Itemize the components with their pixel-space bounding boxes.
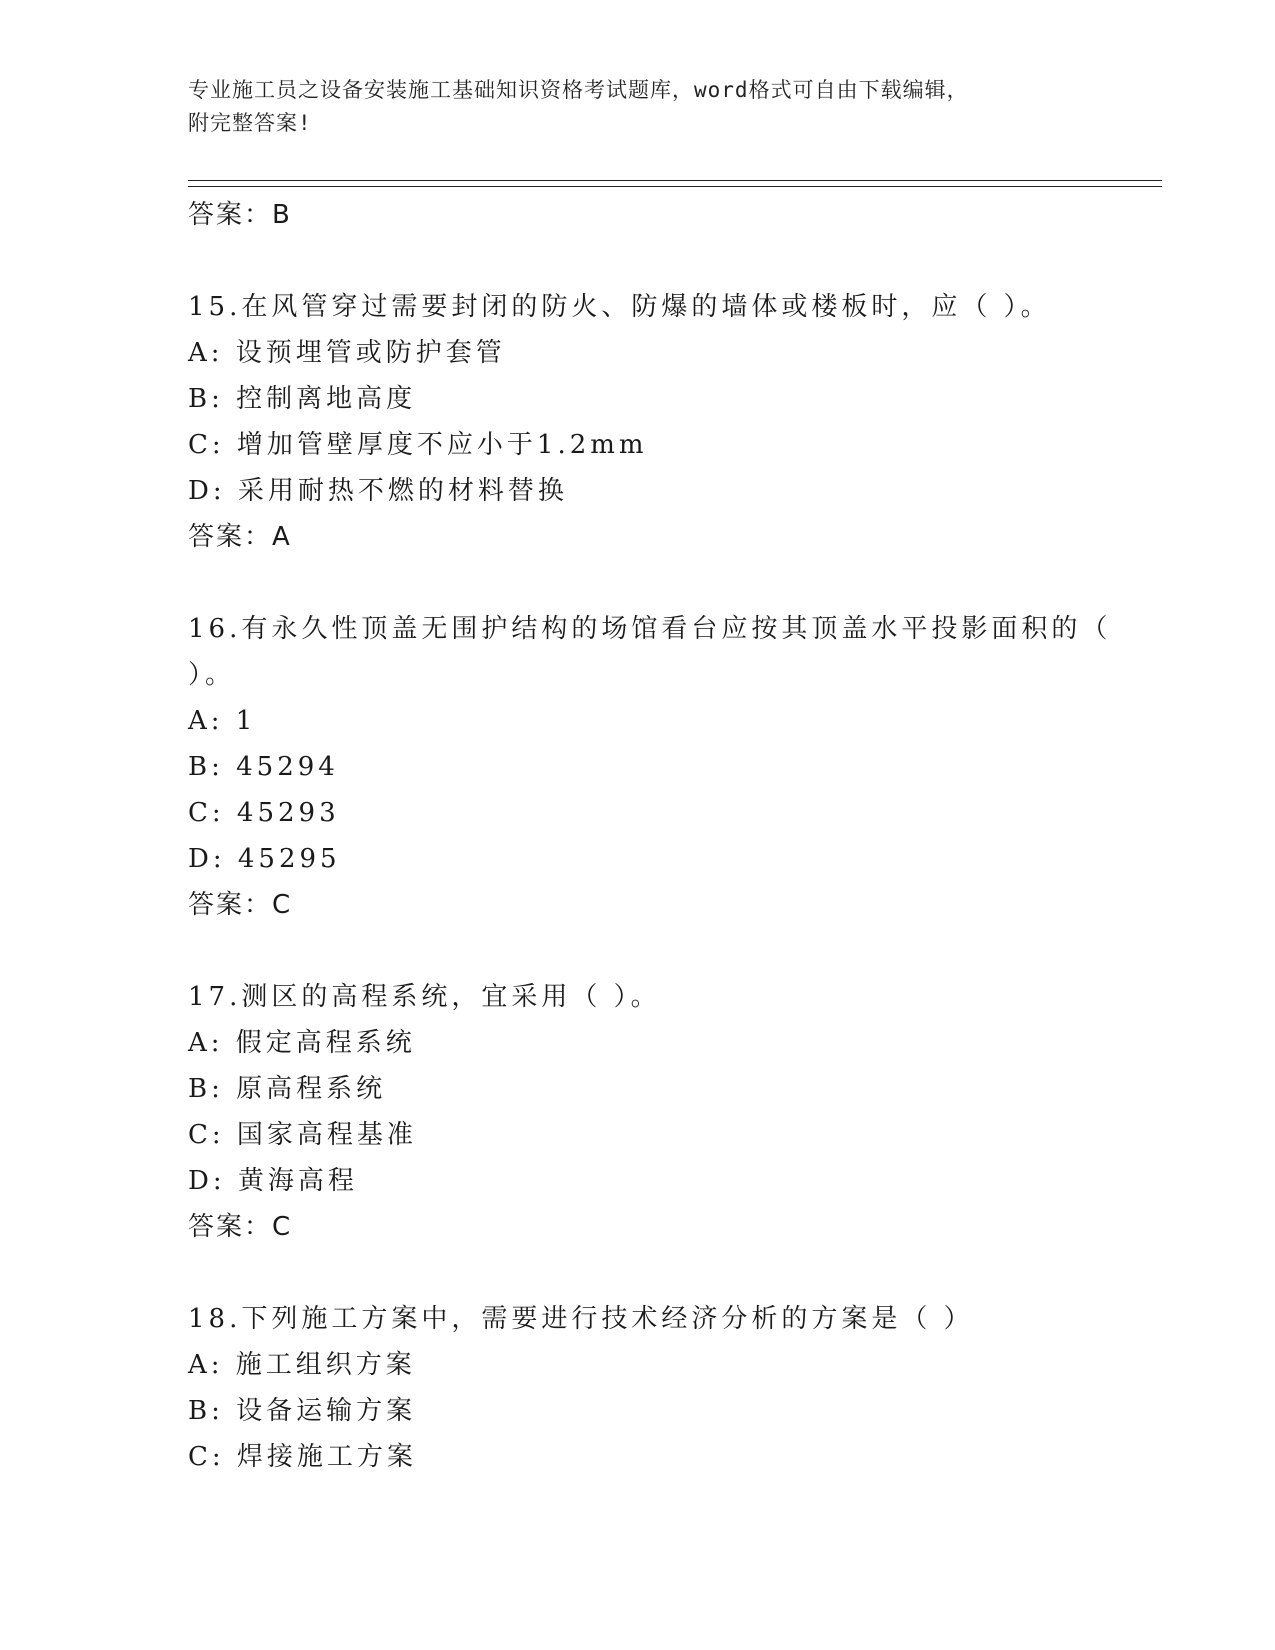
option-c: C: 45293 — [188, 798, 340, 828]
option-c: C: 焊接施工方案 — [188, 1442, 417, 1472]
option-b: B: 原高程系统 — [188, 1074, 387, 1104]
option-d: D: 采用耐热不燃的材料替换 — [188, 476, 568, 506]
answer-line: 答案：C — [188, 1212, 293, 1242]
question-stem: 18.下列施工方案中，需要进行技术经济分析的方案是（ ） — [188, 1304, 974, 1334]
answer-line: 答案：C — [188, 890, 293, 920]
header-divider-bottom — [188, 186, 1162, 187]
option-c: C: 增加管壁厚度不应小于1.2mm — [188, 430, 648, 460]
option-a: A: 假定高程系统 — [188, 1028, 416, 1058]
option-a: A: 1 — [188, 706, 257, 736]
spacer — [188, 928, 1088, 974]
document-header — [188, 74, 1088, 140]
question-stem: 17.测区的高程系统，宜采用（ ）。 — [188, 982, 661, 1012]
option-b: B: 45294 — [188, 752, 339, 782]
question-list — [188, 192, 1112, 1480]
spacer — [188, 1250, 1088, 1296]
option-d: D: 45295 — [188, 844, 341, 874]
question-16 — [188, 606, 1112, 928]
answer-line: 答案：A — [188, 522, 292, 552]
header-divider-top — [188, 180, 1162, 181]
question-18 — [188, 1296, 1088, 1480]
question-stem-continued: ）。 — [188, 660, 236, 690]
option-c: C: 国家高程基准 — [188, 1120, 417, 1150]
option-b: B: 控制离地高度 — [188, 384, 417, 414]
question-stem: 15.在风管穿过需要封闭的防火、防爆的墙体或楼板时，应（ ）。 — [188, 292, 1051, 322]
question-17 — [188, 974, 1088, 1250]
spacer — [188, 238, 1088, 284]
answer-line: 答案：B — [188, 200, 292, 230]
question-stem: 16.有永久性顶盖无围护结构的场馆看台应按其顶盖水平投影面积的（ — [188, 614, 1112, 644]
header-line-1: 专业施工员之设备安装施工基础知识资格考试题库，word格式可自由下载编辑， — [188, 78, 969, 102]
spacer — [188, 560, 1088, 606]
option-d: D: 黄海高程 — [188, 1166, 358, 1196]
question-15 — [188, 284, 1088, 560]
option-b: B: 设备运输方案 — [188, 1396, 417, 1426]
header-line-2: 附完整答案! — [188, 111, 312, 135]
option-a: A: 设预埋管或防护套管 — [188, 338, 506, 368]
option-a: A: 施工组织方案 — [188, 1350, 416, 1380]
